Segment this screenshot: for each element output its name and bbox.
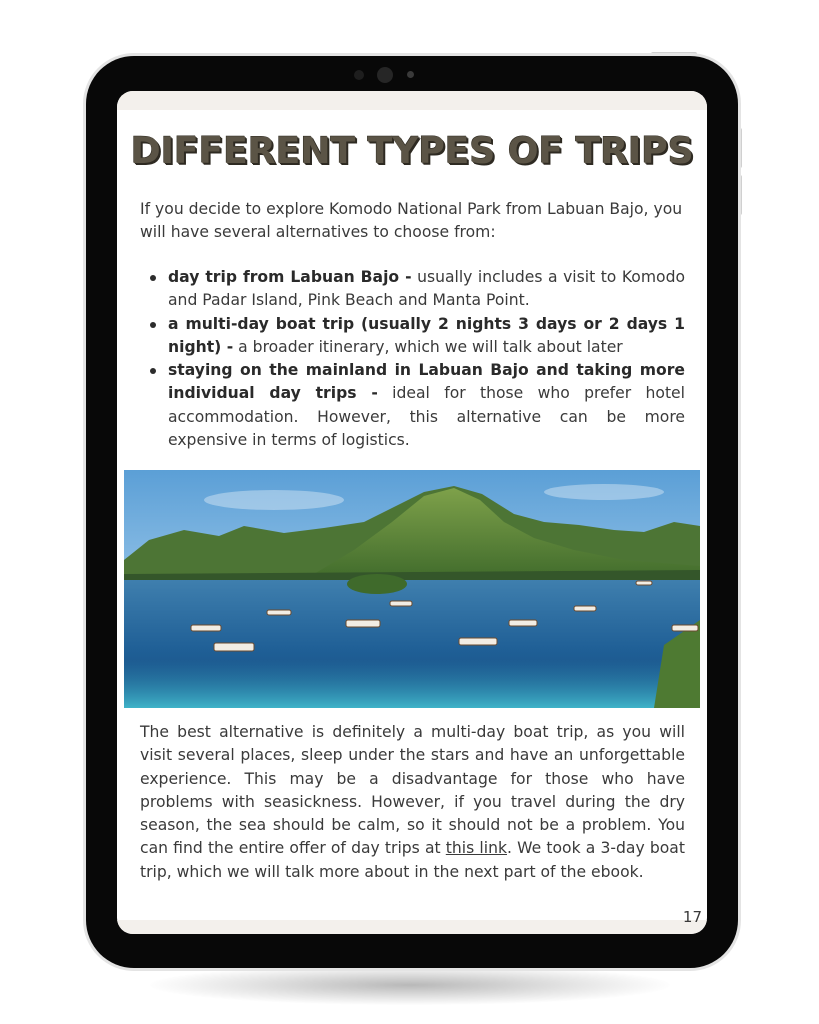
camera-icon: [377, 67, 393, 83]
list-item-heading: a multi-day boat trip (usually 2 nights 3 days or 2 days 1 night) -: [168, 314, 685, 356]
bay-photo: [124, 470, 700, 708]
paragraph-text-end: . We took a 3-day boat trip, which we will talk more about in the next part of the ebook.: [140, 839, 685, 881]
list-item-text: a broader itinerary, which we will talk about later: [233, 337, 623, 356]
paragraph-text: The best alternative is definitely a multi-day boat trip, as you will visit several places, sleep under the stars and have an unforgettable experience. This may be a disadvantage for those who have problems with seasickness. However, if you travel during the dry season, the sea should be calm, so it should not be a problem. You can find the entire offer of day trips at: [140, 723, 685, 858]
tablet-shadow: [150, 965, 670, 1005]
page-number: 17: [682, 908, 702, 926]
page-top-band: [117, 91, 707, 110]
list-item-text: ideal for those who prefer hotel accommodation. However, this alternative can be more expensive in terms of logistics.: [168, 384, 685, 450]
list-item: [140, 359, 685, 452]
list-item: [140, 266, 685, 313]
list-item-text: usually includes a visit to Komodo and Padar Island, Pink Beach and Manta Point.: [168, 268, 686, 310]
sensor-icon: [354, 70, 364, 80]
list-item-heading: staying on the mainland in Labuan Bajo and taking more individual day trips -: [168, 361, 685, 403]
light-sensor-icon: [407, 71, 414, 78]
page-bottom-band: [117, 920, 707, 934]
intro-paragraph: If you decide to explore Komodo National Park from Labuan Bajo, you will have several alternatives to choose from:: [140, 200, 683, 242]
list-item-heading: day trip from Labuan Bajo -: [168, 268, 412, 286]
list-item: [140, 313, 685, 360]
body-paragraph: [140, 721, 685, 884]
ebook-page[interactable]: [117, 91, 707, 934]
volume-up-button: [738, 128, 742, 168]
volume-down-button: [738, 175, 742, 215]
page-title: DIFFERENT TYPES OF TRIPS: [130, 129, 694, 172]
trip-types-list: [140, 266, 685, 452]
day-trips-link[interactable]: this link: [445, 839, 507, 858]
